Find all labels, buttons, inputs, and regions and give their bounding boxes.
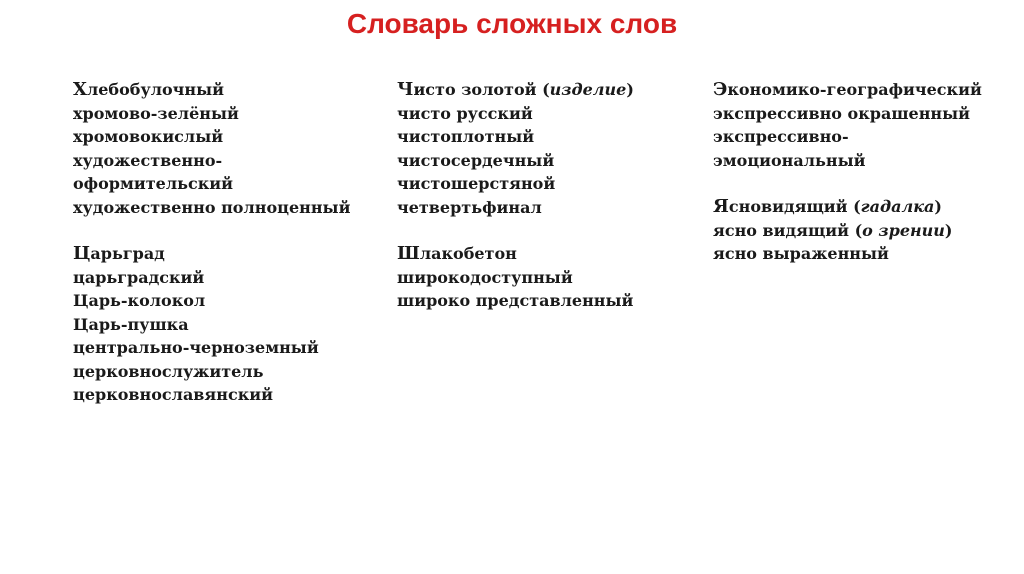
entry-note: изделие	[549, 80, 627, 99]
dictionary-entry	[397, 125, 634, 149]
letter-group	[397, 242, 634, 313]
dictionary-entry	[713, 78, 982, 102]
dictionary-column	[713, 78, 982, 289]
letter-group	[713, 195, 982, 266]
dictionary-entry	[73, 196, 350, 220]
entry-text: Царь-колокол	[73, 291, 206, 310]
group-initial-letter: Ш	[397, 243, 420, 264]
entry-text: широкодоступный	[397, 267, 573, 287]
entry-text: царьградский	[73, 267, 205, 287]
group-initial-letter: Я	[713, 196, 729, 217]
entry-text: ясно выраженный	[713, 244, 889, 263]
entry-text-after: )	[944, 220, 953, 240]
page-title: Словарь сложных слов	[346, 8, 678, 39]
dictionary-entry	[713, 195, 982, 219]
dictionary-entry	[73, 383, 350, 407]
entry-text: исто золотой (	[413, 80, 550, 99]
entry-text: церковнослужитель	[73, 361, 264, 381]
entry-text: эмоциональный	[713, 150, 866, 170]
entry-text: центрально-черноземный	[73, 338, 319, 357]
dictionary-entry	[73, 102, 350, 126]
dictionary-column	[73, 78, 350, 430]
dictionary-entry	[73, 125, 350, 149]
dictionary-entry	[397, 266, 634, 290]
entry-note: о зрении	[862, 220, 945, 240]
letter-group	[73, 78, 350, 219]
dictionary-entry	[73, 360, 350, 384]
entry-text: арьград	[90, 244, 165, 263]
entry-text: художественно-	[73, 150, 223, 170]
dictionary-entry	[713, 219, 982, 243]
entry-text-after: )	[626, 80, 634, 99]
group-initial-letter: Х	[73, 79, 87, 100]
entry-text: художественно полноценный	[73, 197, 351, 217]
entry-text: чистосердечный	[397, 150, 555, 170]
dictionary-entry	[73, 313, 350, 337]
dictionary-entry	[73, 289, 350, 313]
dictionary-entry	[713, 242, 982, 266]
entry-text-after: )	[934, 197, 942, 216]
entry-text: оформительский	[73, 174, 233, 193]
entry-text: кономико-географический	[727, 80, 982, 99]
dictionary-entry	[713, 102, 982, 126]
entry-text: церковнославянский	[73, 385, 273, 404]
dictionary-entry	[73, 336, 350, 360]
entry-text: широко представленный	[397, 291, 634, 310]
dictionary-entry	[397, 149, 634, 173]
entry-text: экспрессивно окрашенный	[713, 103, 971, 123]
letter-group	[73, 242, 350, 407]
letter-group	[397, 78, 634, 219]
dictionary-entry	[397, 242, 634, 266]
entry-text: четвертьфинал	[397, 197, 542, 217]
dictionary-entry	[397, 172, 634, 196]
group-initial-letter: Ц	[73, 243, 91, 264]
entry-text: лакобетон	[419, 244, 517, 263]
dictionary-entry	[397, 196, 634, 220]
dictionary-column	[397, 78, 634, 336]
dictionary-entry	[73, 242, 350, 266]
entry-text: ясно видящий (	[713, 220, 863, 240]
group-initial-letter: Э	[713, 79, 728, 100]
entry-text: чистоплотный	[397, 127, 535, 146]
entry-note: гадалка	[860, 197, 935, 216]
dictionary-entry	[397, 289, 634, 313]
entry-text: чистошерстяной	[397, 174, 556, 193]
entry-text: хромовокислый	[73, 127, 224, 146]
entry-text: сновидящий (	[728, 197, 861, 216]
dictionary-entry	[397, 102, 634, 126]
dictionary-entry	[713, 125, 982, 149]
group-initial-letter: Ч	[397, 79, 414, 100]
entry-text: чисто русский	[397, 103, 533, 123]
letter-group	[713, 78, 982, 172]
entry-text: лебобулочный	[86, 80, 224, 99]
dictionary-entry	[73, 172, 350, 196]
dictionary-entry	[73, 78, 350, 102]
entry-text: хромово-зелёный	[73, 103, 239, 123]
dictionary-entry	[73, 149, 350, 173]
entry-text: экспрессивно-	[713, 127, 849, 146]
entry-text: Царь-пушка	[73, 314, 189, 334]
dictionary-entry	[397, 78, 634, 102]
dictionary-entry	[73, 266, 350, 290]
dictionary-entry	[713, 149, 982, 173]
